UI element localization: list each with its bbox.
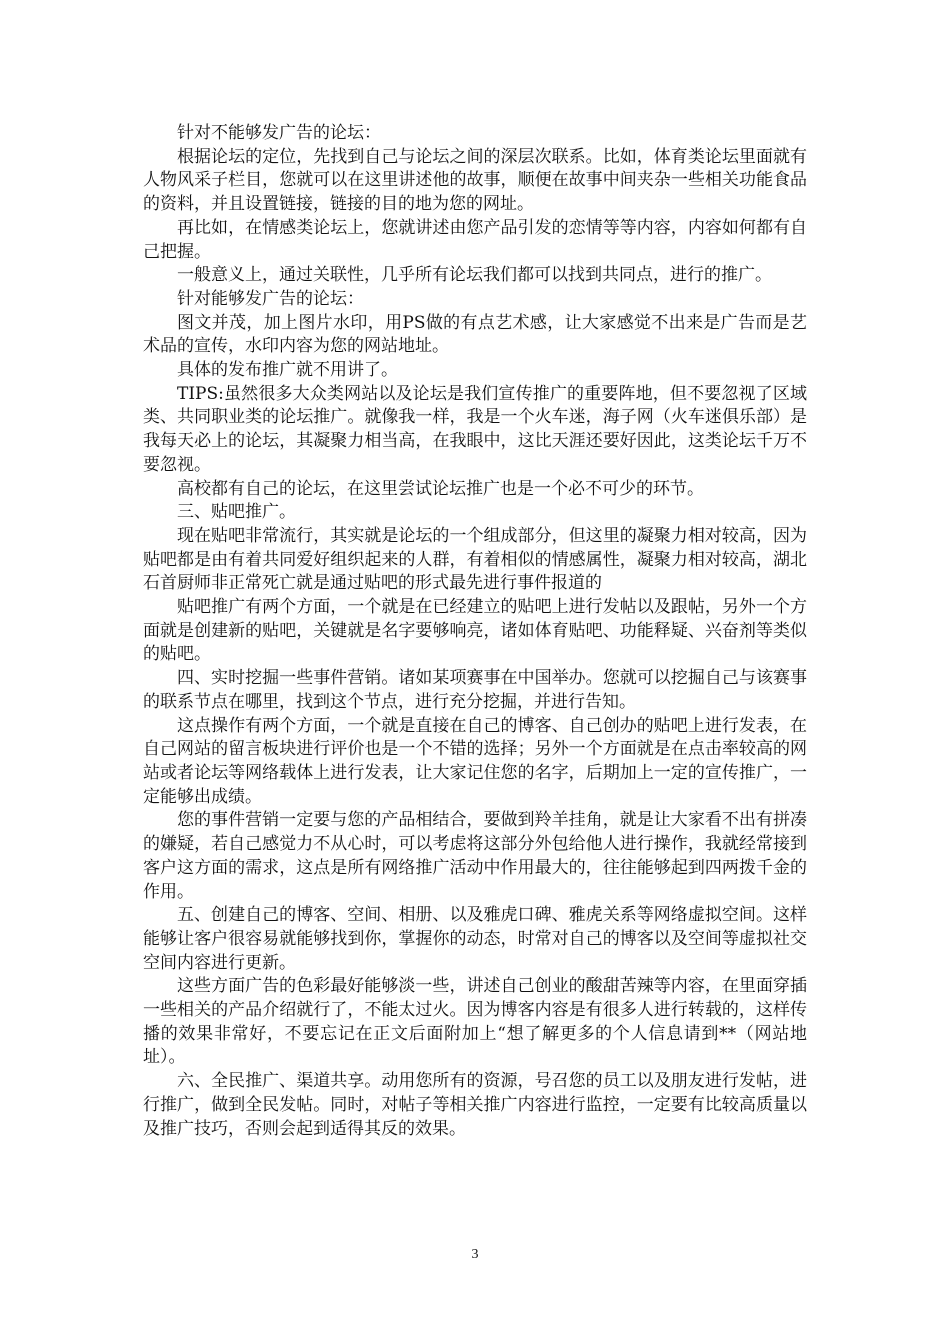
paragraph: 高校都有自己的论坛，在这里尝试论坛推广也是一个必不可少的环节。 (177, 478, 704, 499)
paragraph: 您的事件营销一定要与您的产品相结合，要做到羚羊挂角，就是让大家看不出有拼凑的嫌疑，若自己感觉力不从心时，可以考虑将这部分外包给他人进行操作，我就经常接到客户这方面的需求，这点是所有网络推广活动中作用最大的，往往能够起到四两拨千金的作用。 (143, 810, 807, 902)
paragraph: TIPS:虽然很多大众类网站以及论坛是我们宣传推广的重要阵地，但不要忽视了区域类、共同职业类的论坛推广。就像我一样，我是一个火车迷，海子网（火车迷俱乐部）是我每天必上的论坛，其凝聚力相当高，在我眼中，这比天涯还要好因此，这类论坛千万不要忽视。 (143, 383, 807, 475)
section-heading: 三、贴吧推广。 (177, 502, 296, 523)
paragraph: 这点操作有两个方面，一个就是直接在自己的博客、自己创办的贴吧上进行发表，在自己网站的留言板块进行评价也是一个不错的选择；另外一个方面就是在点击率较高的网站或者论坛等网络载体上进行发表，让大家记住您的名字，后期加上一定的宣传推广，一定能够出成绩。 (143, 715, 807, 807)
document-body (143, 122, 807, 1141)
paragraph: 针对能够发广告的论坛： (177, 288, 364, 309)
paragraph: 五、创建自己的博客、空间、相册、以及雅虎口碑、雅虎关系等网络虚拟空间。这样能够让客户很容易就能够找到你，掌握你的动态，时常对自己的博客以及空间等虚拟社交空间内容进行更新。 (143, 905, 807, 973)
paragraph: 这些方面广告的色彩最好能够淡一些，讲述自己创业的酸甜苦辣等内容，在里面穿插一些相关的产品介绍就行了，不能太过火。因为博客内容是有很多人进行转载的，这样传播的效果非常好，不要忘记在正文后面附加上“想了解更多的个人信息请到**（网站地址）。 (143, 976, 807, 1068)
paragraph: 针对不能够发广告的论坛： (177, 123, 381, 143)
paragraph: 再比如，在情感类论坛上，您就讲述由您产品引发的恋情等等内容，内容如何都有自己把握。 (143, 217, 807, 262)
paragraph: 现在贴吧非常流行，其实就是论坛的一个组成部分，但这里的凝聚力相对较高，因为贴吧都是由有着共同爱好组织起来的人群，有着相似的情感属性，凝聚力相对较高，湖北石首厨师非正常死亡就是通过贴吧的形式最先进行事件报道的 (143, 525, 807, 594)
paragraph: 具体的发布推广就不用讲了。 (177, 360, 398, 381)
paragraph: 根据论坛的定位，先找到自己与论坛之间的深层次联系。比如，体育类论坛里面就有人物风采子栏目，您就可以在这里讲述他的故事，顺便在故事中间夹杂一些相关功能食品的资料，并且设置链接，链接的目的地为您的网址。 (143, 146, 807, 215)
paragraph: 贴吧推广有两个方面，一个就是在已经建立的贴吧上进行发帖以及跟帖，另外一个方面就是创建新的贴吧，关键就是名字要够响亮，诸如体育贴吧、功能释疑、兴奋剂等类似的贴吧。 (143, 597, 807, 665)
paragraph: 四、实时挖掘一些事件营销。诸如某项赛事在中国举办。您就可以挖掘自己与该赛事的联系节点在哪里，找到这个节点，进行充分挖掘，并进行告知。 (143, 668, 807, 712)
paragraph: 六、全民推广、渠道共享。动用您所有的资源，号召您的员工以及朋友进行发帖，进行推广，做到全民发帖。同时，对帖子等相关推广内容进行监控，一定要有比较高质量以及推广技巧，否则会起到适得其反的效果。 (143, 1071, 807, 1139)
paragraph: 图文并茂，加上图片水印，用PS做的有点艺术感，让大家感觉不出来是广告而是艺术品的宣传，水印内容为您的网站地址。 (143, 312, 807, 357)
paragraph: 一般意义上，通过关联性，几乎所有论坛我们都可以找到共同点，进行的推广。 (177, 265, 772, 286)
page-number: 3 (471, 1247, 479, 1262)
